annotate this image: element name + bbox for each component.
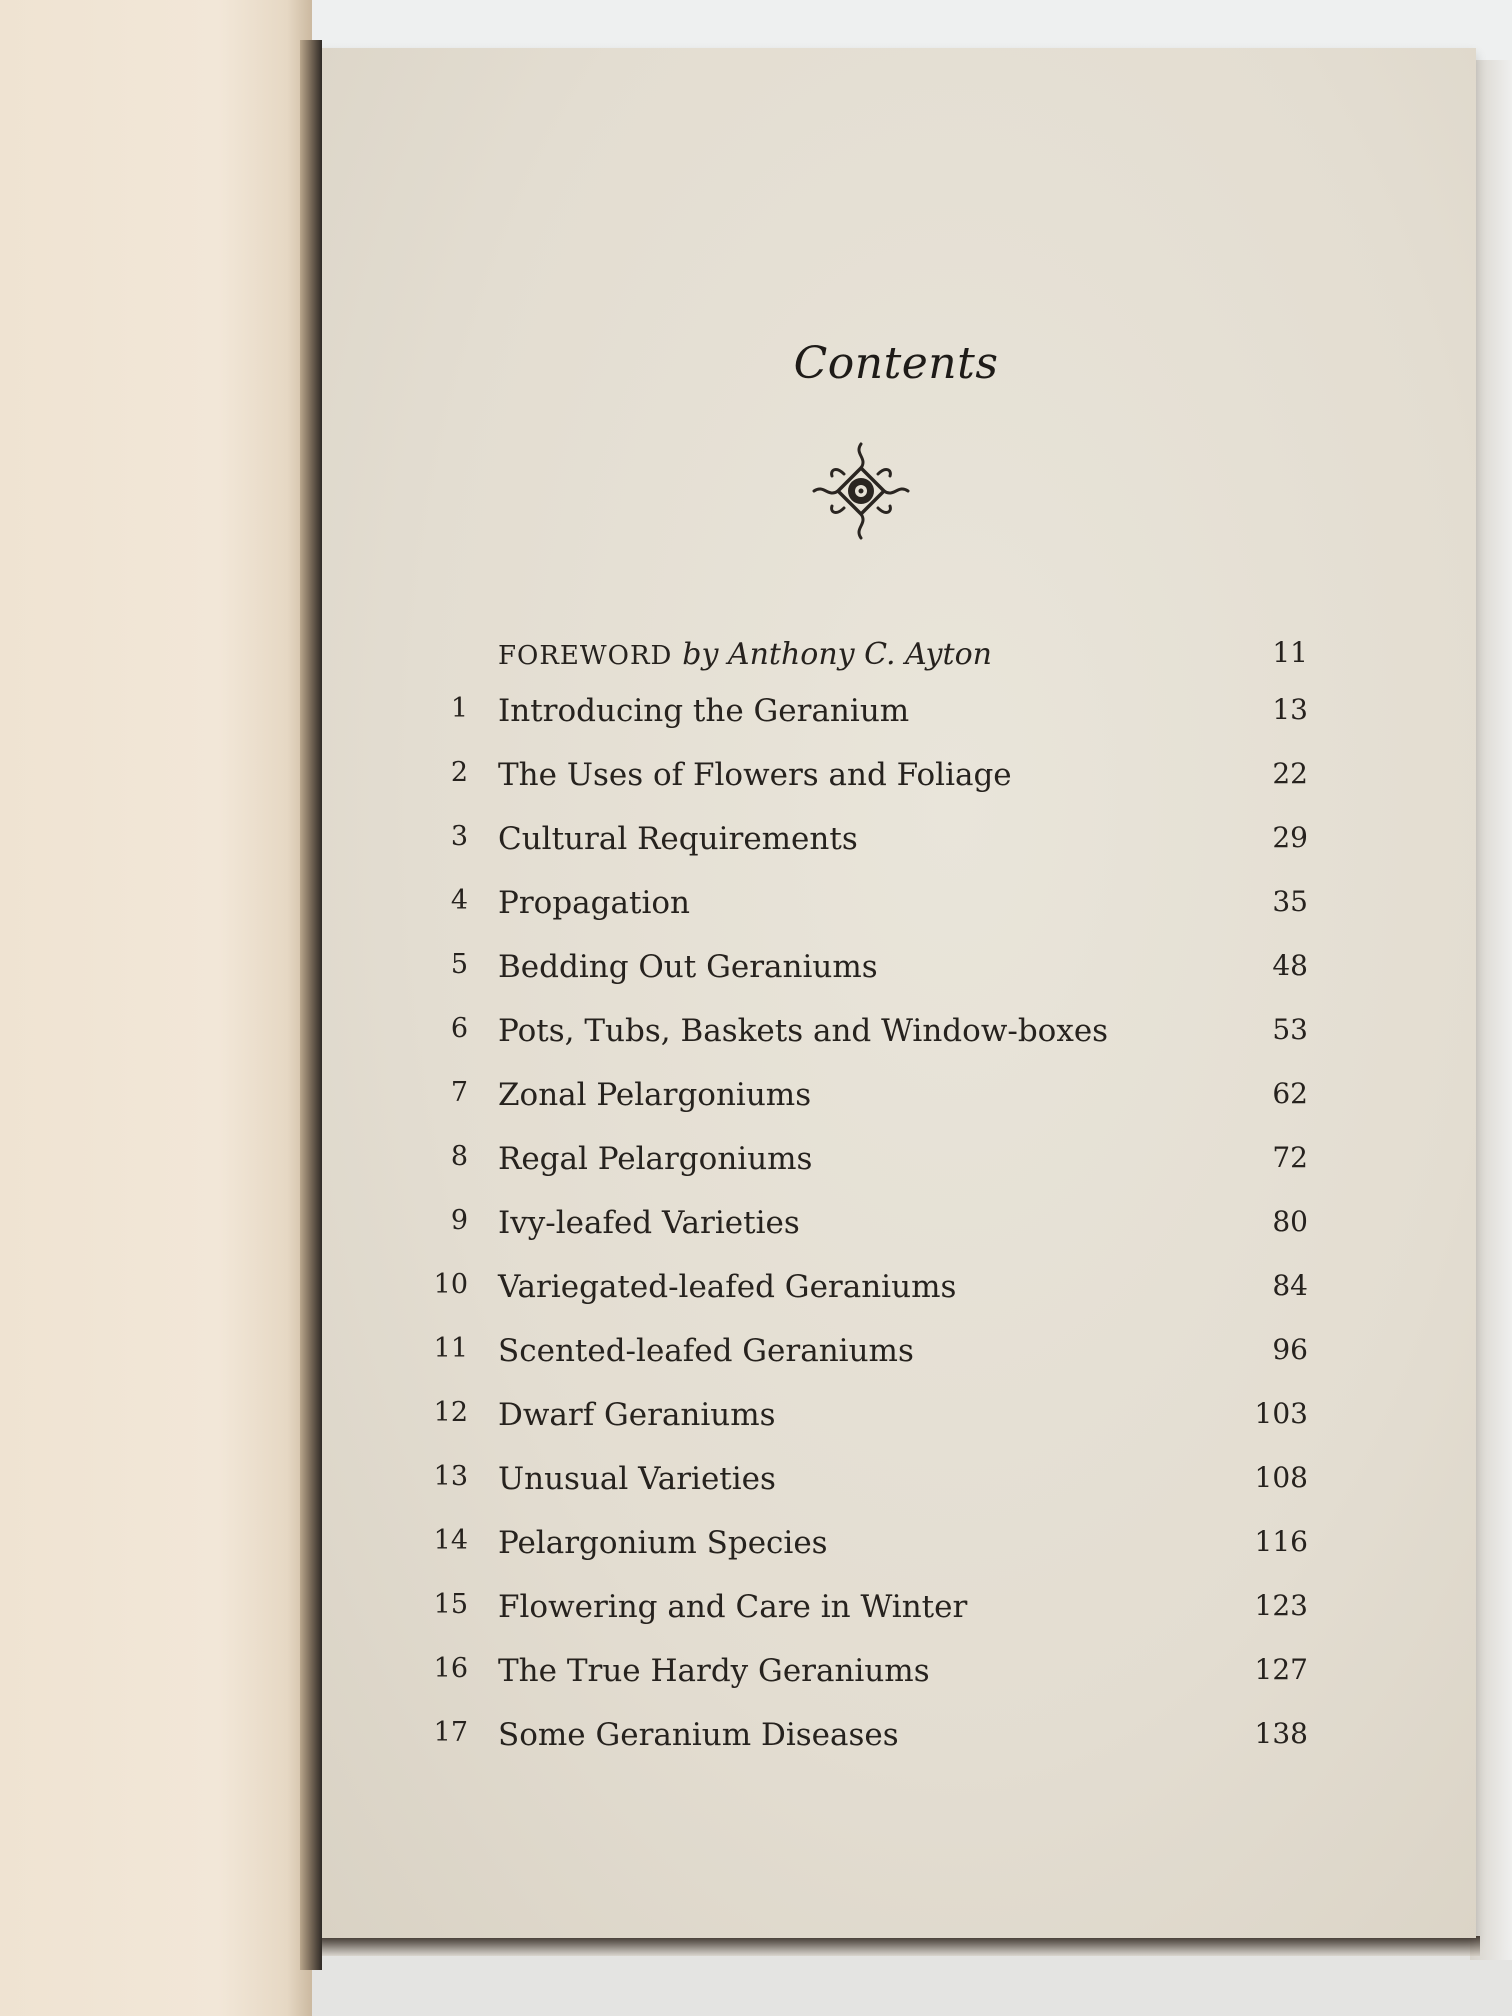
- chapter-number: 14: [433, 1525, 468, 1556]
- chapter-number: 7: [450, 1077, 468, 1108]
- book-edge: [1470, 60, 1512, 1960]
- chapter-number: 1: [450, 693, 468, 724]
- chapter-title: Some Geranium Diseases: [498, 1717, 899, 1753]
- chapter-number: 11: [433, 1333, 468, 1364]
- chapter-row[interactable]: [316, 693, 1476, 743]
- book-gutter: [300, 40, 322, 1970]
- foreword-row[interactable]: [316, 636, 1476, 686]
- chapter-title: The Uses of Flowers and Foliage: [498, 757, 1012, 793]
- chapter-number: 6: [450, 1013, 468, 1044]
- chapter-row[interactable]: [316, 885, 1476, 935]
- chapter-number: 10: [433, 1269, 468, 1300]
- page-number: 35: [1272, 885, 1308, 918]
- page-number: 13: [1272, 693, 1308, 726]
- page-number: 62: [1272, 1077, 1308, 1110]
- chapter-title: Bedding Out Geraniums: [498, 949, 878, 985]
- chapter-row[interactable]: [316, 1077, 1476, 1127]
- page-number: 116: [1254, 1525, 1308, 1558]
- chapter-title: Propagation: [498, 885, 690, 921]
- chapter-row[interactable]: [316, 1205, 1476, 1255]
- page-number: 108: [1254, 1461, 1308, 1494]
- chapter-title: Dwarf Geraniums: [498, 1397, 776, 1433]
- foreword-label: FOREWORD: [498, 641, 673, 671]
- page-title: Contents: [793, 338, 999, 389]
- chapter-title: Zonal Pelargoniums: [498, 1077, 812, 1113]
- chapter-row[interactable]: [316, 1397, 1476, 1447]
- chapter-row[interactable]: [316, 1653, 1476, 1703]
- page-number: 29: [1272, 821, 1308, 854]
- page-number: 127: [1254, 1653, 1308, 1686]
- page-number: 22: [1272, 757, 1308, 790]
- chapter-row[interactable]: [316, 821, 1476, 871]
- chapter-number: 9: [450, 1205, 468, 1236]
- page-number: 138: [1254, 1717, 1308, 1750]
- chapter-number: 8: [450, 1141, 468, 1172]
- page-number: 103: [1254, 1397, 1308, 1430]
- chapter-title: Unusual Varieties: [498, 1461, 776, 1497]
- chapter-number: 4: [450, 885, 468, 916]
- chapter-row[interactable]: [316, 1461, 1476, 1511]
- chapter-row[interactable]: [316, 1141, 1476, 1191]
- table-of-contents: [316, 48, 1476, 1938]
- chapter-title: Pots, Tubs, Baskets and Window-boxes: [498, 1013, 1109, 1049]
- chapter-row[interactable]: [316, 949, 1476, 999]
- page-shadow: [300, 1936, 1480, 1956]
- chapter-title: Pelargonium Species: [498, 1525, 828, 1561]
- chapter-number: 2: [450, 757, 468, 788]
- foreword-author: by Anthony C. Ayton: [682, 637, 992, 672]
- chapter-title: Cultural Requirements: [498, 821, 858, 857]
- chapter-title: Variegated-leafed Geraniums: [498, 1269, 957, 1305]
- chapter-title: The True Hardy Geraniums: [498, 1653, 930, 1689]
- page-number: 53: [1272, 1013, 1308, 1046]
- contents-page: [316, 48, 1476, 1938]
- page-number: 80: [1272, 1205, 1308, 1238]
- chapter-number: 13: [433, 1461, 468, 1492]
- chapter-row[interactable]: [316, 1589, 1476, 1639]
- chapter-row[interactable]: [316, 1333, 1476, 1383]
- chapter-title: Scented-leafed Geraniums: [498, 1333, 914, 1369]
- foreword-entry: [498, 636, 992, 672]
- chapter-row[interactable]: [316, 757, 1476, 807]
- chapter-title: Introducing the Geranium: [498, 693, 910, 729]
- chapter-title: Regal Pelargoniums: [498, 1141, 813, 1177]
- left-page: [0, 0, 312, 2016]
- page-number: 72: [1272, 1141, 1308, 1174]
- chapter-row[interactable]: [316, 1717, 1476, 1767]
- chapter-row[interactable]: [316, 1013, 1476, 1063]
- chapter-number: 12: [433, 1397, 468, 1428]
- page-number: 96: [1272, 1333, 1308, 1366]
- page-number: 84: [1272, 1269, 1308, 1302]
- page-number: 123: [1254, 1589, 1308, 1622]
- chapter-number: 5: [450, 949, 468, 980]
- chapter-row[interactable]: [316, 1269, 1476, 1319]
- chapter-row[interactable]: [316, 1525, 1476, 1575]
- chapter-number: 16: [433, 1653, 468, 1684]
- chapter-number: 15: [433, 1589, 468, 1620]
- chapter-title: Flowering and Care in Winter: [498, 1589, 968, 1625]
- chapter-title: Ivy-leafed Varieties: [498, 1205, 800, 1241]
- chapter-number: 17: [433, 1717, 468, 1748]
- page-number: 48: [1272, 949, 1308, 982]
- chapter-number: 3: [450, 821, 468, 852]
- page-number: 11: [1272, 636, 1308, 669]
